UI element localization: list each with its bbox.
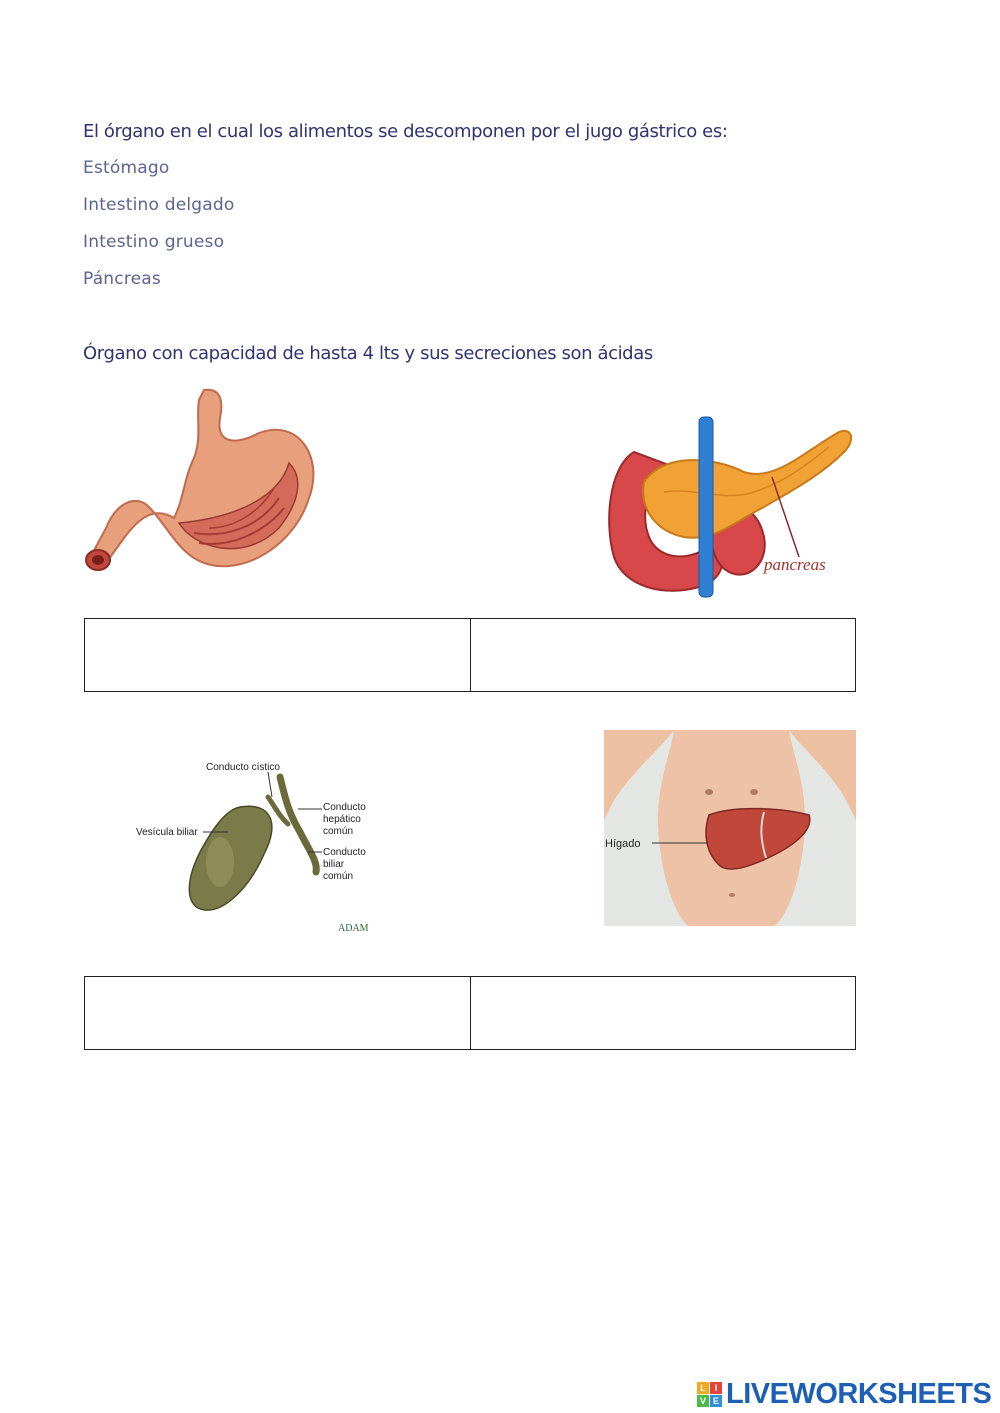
answer-drop-zone-3[interactable]: [85, 977, 470, 1049]
stomach-image[interactable]: [84, 388, 319, 578]
gallbladder-image[interactable]: [130, 752, 400, 937]
label-hepatico-1: Conducto: [323, 802, 366, 813]
answer-table-2: [84, 976, 856, 1050]
label-hepatico-2: hepático: [323, 814, 361, 825]
logo-letter-v: V: [697, 1395, 709, 1407]
logo-letter-i: I: [710, 1382, 722, 1394]
option-intestino-delgado[interactable]: Intestino delgado: [83, 195, 235, 215]
answer-drop-zone-2[interactable]: [470, 619, 856, 691]
liver-image[interactable]: [604, 730, 856, 926]
option-estomago[interactable]: Estómago: [83, 158, 170, 178]
pancreas-label: pancreas: [764, 555, 826, 574]
answer-table-1: [84, 618, 856, 692]
option-intestino-grueso[interactable]: Intestino grueso: [83, 232, 225, 252]
answer-drop-zone-1[interactable]: [85, 619, 470, 691]
logo-letter-e: E: [710, 1395, 722, 1407]
question-1-text: El órgano en el cual los alimentos se descomponen por el jugo gástrico es:: [83, 121, 728, 142]
logo-letter-l: L: [697, 1382, 709, 1394]
label-vesicula-biliar: Vesícula biliar: [136, 827, 198, 838]
question-2-text: Órgano con capacidad de hasta 4 lts y sus secreciones son ácidas: [83, 343, 653, 364]
label-biliar-1: Conducto: [323, 847, 366, 858]
label-biliar-3: común: [323, 871, 354, 882]
label-hepatico-3: común: [323, 826, 354, 837]
liveworksheets-logo: [697, 1378, 991, 1411]
brand-name: LIVEWORKSHEETS: [726, 1378, 992, 1410]
adam-credit: ADAM: [338, 923, 369, 934]
pancreas-image[interactable]: [604, 412, 856, 602]
answer-drop-zone-4[interactable]: [470, 977, 856, 1049]
option-pancreas[interactable]: Páncreas: [83, 269, 161, 289]
label-conducto-cistico: Conducto cístico: [206, 762, 280, 773]
label-biliar-2: biliar: [323, 859, 345, 870]
live-logo-icon: [697, 1382, 722, 1407]
label-higado: Hígado: [605, 838, 641, 850]
